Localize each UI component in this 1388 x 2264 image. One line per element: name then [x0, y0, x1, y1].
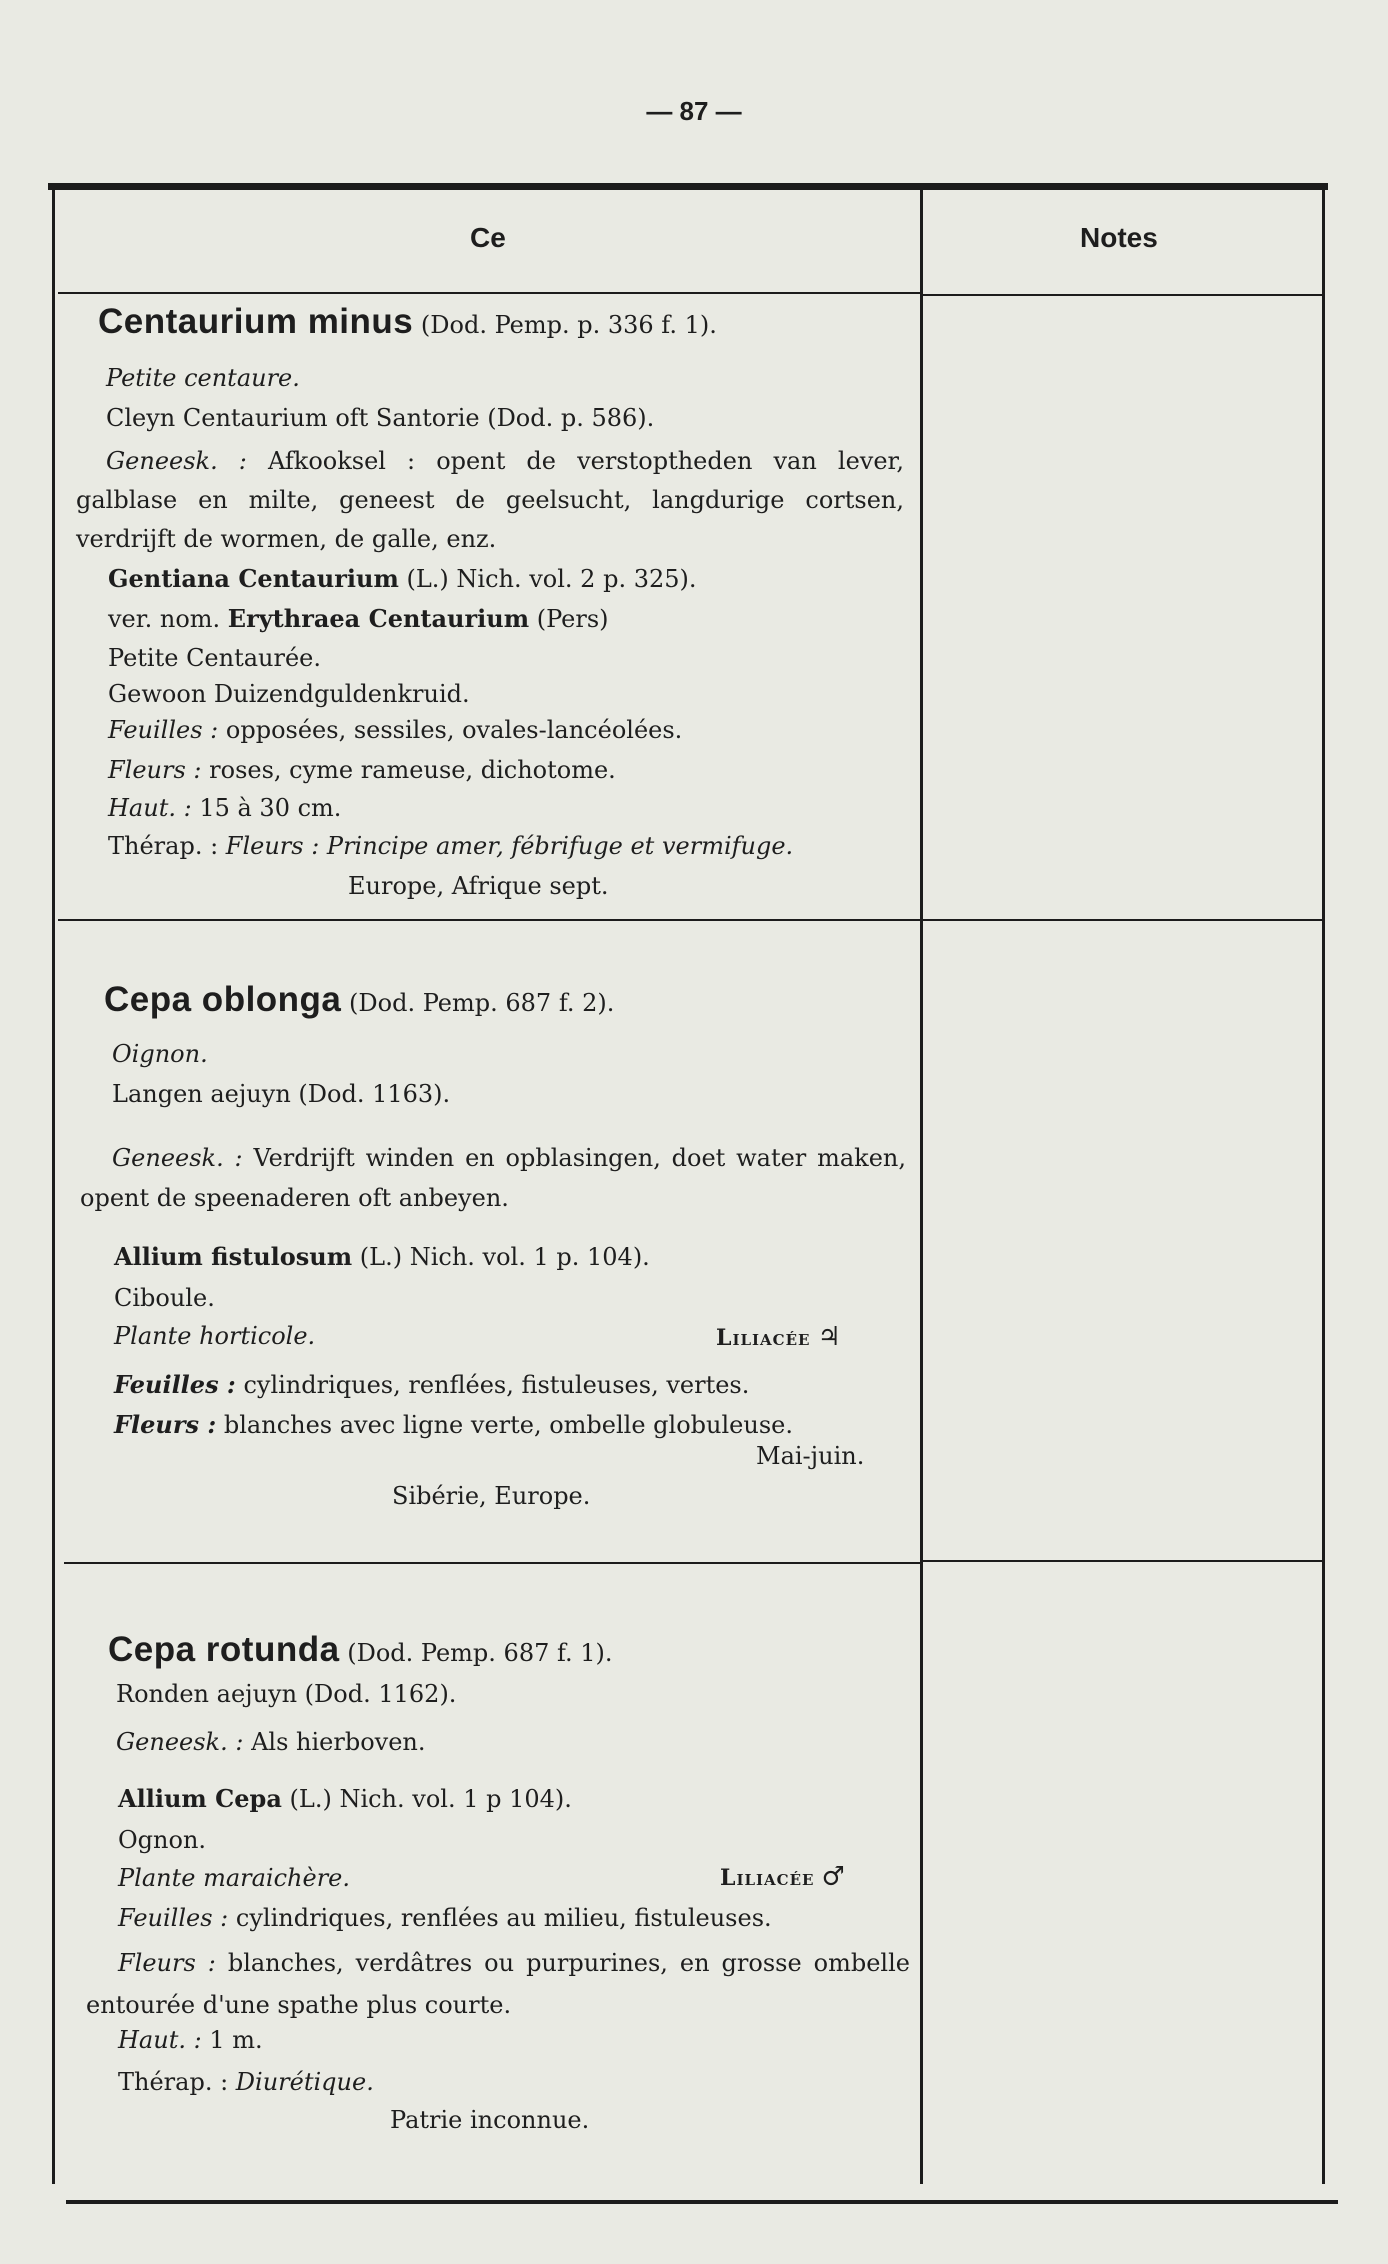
- row-divider-2-right: [923, 1560, 1322, 1562]
- geneesk-text: Verdrijft winden en opblasingen, doet water maken, opent de speenaderen oft anbeyen.: [80, 1144, 906, 1212]
- flowering-period: Mai-juin.: [756, 1442, 865, 1470]
- row-divider-1-left: [58, 919, 920, 921]
- entry-name: Centaurium minus: [98, 302, 414, 341]
- therap-text: Fleurs : Principe amer, fébrifuge et vermifuge.: [225, 832, 794, 860]
- family-line: [720, 1862, 845, 1892]
- fleurs-line: [108, 756, 616, 784]
- therap-text: Diurétique.: [235, 2068, 374, 2096]
- haut-label: Haut. :: [118, 2026, 202, 2054]
- ver-nom-author: (Pers): [536, 605, 609, 633]
- geneesk-paragraph: [80, 1138, 906, 1218]
- mars-icon: ♂: [821, 1862, 845, 1892]
- fleurs-label: Fleurs :: [108, 756, 202, 784]
- feuilles-text: cylindriques, renflées au milieu, fistuleuses.: [235, 1904, 772, 1932]
- table-right-border: [1322, 188, 1325, 2184]
- flemish-name: Ronden aejuyn (Dod. 1162).: [116, 1680, 457, 1708]
- common-name: Petite centaure.: [106, 364, 300, 392]
- fleurs-line: [114, 1410, 793, 1439]
- flemish-name: Cleyn Centaurium oft Santorie (Dod. p. 586).: [106, 404, 655, 432]
- family-name: Liliacée: [720, 1865, 815, 1891]
- geneesk-label: Geneesk. :: [106, 447, 247, 475]
- geneesk-paragraph: [76, 442, 904, 559]
- region: Europe, Afrique sept.: [348, 872, 609, 900]
- geneesk-label: Geneesk. :: [116, 1728, 244, 1756]
- entry-title-line: [108, 1630, 613, 1670]
- feuilles-line: [118, 1904, 772, 1932]
- region: Patrie inconnue.: [390, 2106, 590, 2134]
- feuilles-text: opposées, sessiles, ovales-lancéolées.: [225, 716, 683, 744]
- entry-title-line: [104, 980, 614, 1020]
- row-divider-1-right: [923, 919, 1322, 921]
- plante-type: Plante horticole.: [114, 1322, 316, 1350]
- entry-name: Cepa oblonga: [104, 980, 342, 1019]
- haut-label: Haut. :: [108, 794, 192, 822]
- therap-line: [118, 2068, 374, 2096]
- french-name: Ciboule.: [114, 1284, 215, 1312]
- modern-name: Allium fistulosum: [114, 1242, 353, 1271]
- entry-name: Cepa rotunda: [108, 1630, 340, 1669]
- column-header-left: Ce: [470, 222, 506, 253]
- haut-line: [108, 794, 341, 822]
- french-name: Ognon.: [118, 1826, 207, 1854]
- common-name: Oignon.: [112, 1040, 208, 1068]
- row-divider-2-left: [64, 1562, 920, 1564]
- fleurs-text: blanches, verdâtres ou purpurines, en grosse ombelle entourée d'une spathe plus courte.: [86, 1949, 910, 2019]
- geneesk-label: Geneesk. :: [112, 1144, 243, 1172]
- ver-nom-label: ver. nom.: [108, 605, 221, 633]
- table-bottom-rule: [66, 2200, 1338, 2204]
- table-left-border: [52, 186, 55, 2184]
- modern-name-line: [108, 564, 697, 593]
- entry-title-line: [98, 302, 717, 342]
- column-header-right: Notes: [1080, 222, 1158, 253]
- family-line: [716, 1322, 841, 1352]
- entry-ref: (Dod. Pemp. 687 f. 1).: [347, 1639, 613, 1667]
- header-rule-right: [923, 294, 1322, 296]
- modern-name-line: [118, 1784, 572, 1813]
- entry-ref: (Dod. Pemp. p. 336 f. 1).: [420, 311, 717, 339]
- haut-line: [118, 2026, 263, 2054]
- fleurs-text: roses, cyme rameuse, dichotome.: [209, 756, 616, 784]
- jupiter-icon: ♃: [817, 1322, 841, 1352]
- therap-line: [108, 832, 793, 860]
- therap-label: Thérap. :: [108, 832, 219, 860]
- therap-label: Thérap. :: [118, 2068, 229, 2096]
- entry-ref: (Dod. Pemp. 687 f. 2).: [349, 989, 615, 1017]
- geneesk-text: Als hierboven.: [251, 1728, 426, 1756]
- page-number: — 87 —: [646, 96, 742, 126]
- haut-text: 1 m.: [209, 2026, 263, 2054]
- feuilles-label: Feuilles :: [118, 1904, 229, 1932]
- modern-ref: (L.) Nich. vol. 1 p. 104).: [359, 1243, 650, 1271]
- flemish-name: Langen aejuyn (Dod. 1163).: [112, 1080, 451, 1108]
- header-rule-left: [58, 292, 920, 294]
- plante-type: Plante maraichère.: [118, 1864, 350, 1892]
- modern-name-line: [114, 1242, 650, 1271]
- geneesk-text: Afkooksel : opent de verstoptheden van lever, galblase en milte, geneest de geelsucht, langdurige cortsen, verdrijft de wormen, de galle, enz.: [76, 447, 904, 553]
- feuilles-line: [114, 1370, 749, 1399]
- feuilles-line: [108, 716, 682, 744]
- modern-name: Gentiana Centaurium: [108, 564, 399, 593]
- geneesk-line: [116, 1728, 426, 1756]
- feuilles-text: cylindriques, renflées, fistuleuses, vertes.: [243, 1371, 750, 1399]
- modern-ref: (L.) Nich. vol. 1 p 104).: [289, 1785, 572, 1813]
- table-top-rule: [48, 183, 1328, 190]
- feuilles-label: Feuilles :: [108, 716, 219, 744]
- modern-name: Allium Cepa: [118, 1784, 282, 1813]
- fleurs-label: Fleurs :: [118, 1949, 216, 1977]
- column-divider: [920, 188, 923, 2184]
- family-name: Liliacée: [716, 1325, 811, 1351]
- ver-nom-line: [108, 604, 609, 633]
- fleurs-paragraph: [86, 1942, 910, 2026]
- modern-ref: (L.) Nich. vol. 2 p. 325).: [406, 565, 697, 593]
- region: Sibérie, Europe.: [392, 1482, 591, 1510]
- feuilles-label: Feuilles :: [114, 1370, 236, 1399]
- french-name: Petite Centaurée.: [108, 644, 322, 672]
- fleurs-label: Fleurs :: [114, 1410, 217, 1439]
- fleurs-text: blanches avec ligne verte, ombelle globuleuse.: [223, 1411, 793, 1439]
- ver-nom-name: Erythraea Centaurium: [227, 604, 530, 633]
- dutch-name: Gewoon Duizendguldenkruid.: [108, 680, 470, 708]
- haut-text: 15 à 30 cm.: [199, 794, 342, 822]
